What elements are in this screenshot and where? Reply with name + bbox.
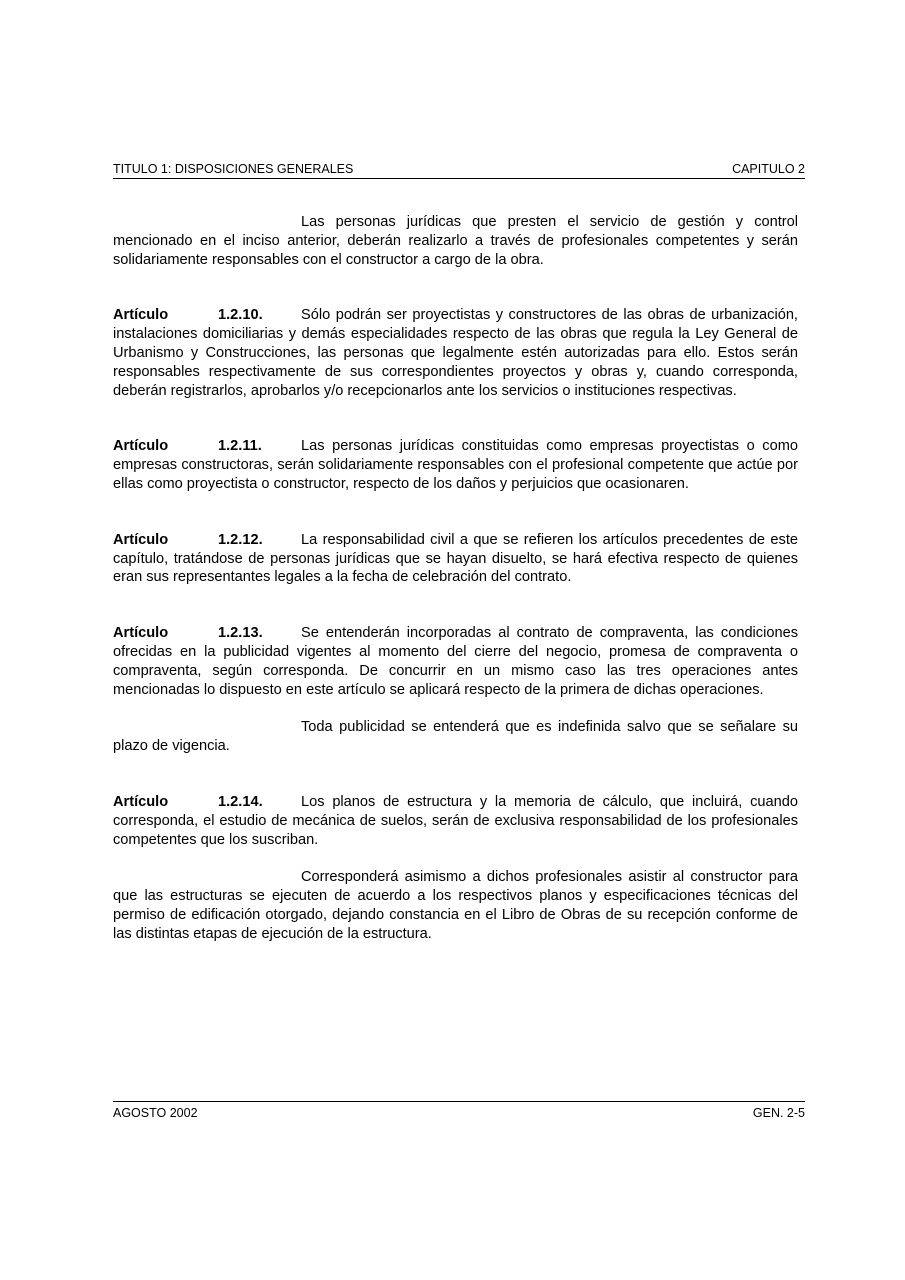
article-label: Artículo — [113, 793, 169, 810]
document-body — [113, 213, 798, 944]
article-number: 1.2.12. — [218, 531, 263, 548]
article-label: Artículo — [113, 438, 169, 455]
header-title: TITULO 1: DISPOSICIONES GENERALES — [113, 162, 354, 176]
article-1-2-12 — [113, 531, 798, 587]
page-footer — [113, 1101, 805, 1120]
page-header — [113, 160, 805, 179]
article-1-2-11 — [113, 437, 798, 493]
article-1-2-10 — [113, 306, 798, 400]
article-label: Artículo — [113, 307, 169, 324]
article-number: 1.2.13. — [218, 625, 263, 642]
article-text: Las personas jurídicas constituidas como empresas proyectistas o como empresas constructoras, serán solidariamente responsables con el profesional competente que actúe por ellas como proyectista o constructor, respecto de los daños y perjuicios que ocasionaren. — [113, 438, 798, 492]
article-text: La responsabilidad civil a que se refieren los artículos precedentes de este capítulo, tratándose de personas jurídicas que se hayan disuelto, se hará efectiva respecto de quienes eran sus representantes legales a la fecha de celebración del contrato. — [113, 531, 798, 586]
article-number: 1.2.10. — [218, 307, 263, 324]
article-label: Artículo — [113, 625, 169, 642]
article-1-2-13-followup: Toda publicidad se entenderá que es indefinida salvo que se señalare su plazo de vigencia. — [113, 719, 798, 755]
article-text: Los planos de estructura y la memoria de cálculo, que incluirá, cuando corresponda, el estudio de mecánica de suelos, serán de exclusiva responsabilidad de los profesionales competentes que los suscriban. — [113, 793, 798, 848]
article-number: 1.2.14. — [218, 793, 263, 810]
header-chapter: CAPITULO 2 — [732, 162, 805, 176]
article-number: 1.2.11. — [218, 438, 262, 455]
footer-page-number: GEN. 2-5 — [752, 1106, 805, 1120]
article-text: Sólo podrán ser proyectistas y constructores de las obras de urbanización, instalaciones domiciliarias y demás especialidades respecto de las obras que regula la Ley General de Urbanismo y Construcciones, las personas que legalmente estén autorizadas para ello. Estos serán responsables respectivamente de sus correspondientes proyectos y obras y, cuando corresponda, deberán registrarlos, aprobarlos y/o recepcionarlos ante los servicios o instituciones respectivas. — [113, 307, 798, 399]
intro-paragraph: Las personas jurídicas que presten el servicio de gestión y control mencionado en el inciso anterior, deberán realizarlo a través de profesionales competentes y serán solidariamente responsables con el constructor a cargo de la obra. — [113, 214, 798, 268]
article-1-2-14 — [113, 793, 798, 849]
article-label: Artículo — [113, 531, 169, 548]
footer-date: AGOSTO 2002 — [113, 1106, 198, 1120]
article-1-2-14-followup: Corresponderá asimismo a dichos profesionales asistir al constructor para que las estructuras se ejecuten de acuerdo a los respectivos planos y especificaciones técnicas del permiso de edificación otorgado, dejando constancia en el Libro de Obras de su recepción conforme de las distintas etapas de ejecución de la estructura. — [113, 869, 798, 942]
article-text: Se entenderán incorporadas al contrato de compraventa, las condiciones ofrecidas en la publicidad vigentes al momento del cierre del negocio, promesa de compraventa o compraventa, según corresponda. De concurrir en un mismo caso las tres operaciones antes mencionadas lo dispuesto en este artículo se aplicará respecto de la primera de dichas operaciones. — [113, 625, 798, 698]
article-1-2-13 — [113, 624, 798, 699]
